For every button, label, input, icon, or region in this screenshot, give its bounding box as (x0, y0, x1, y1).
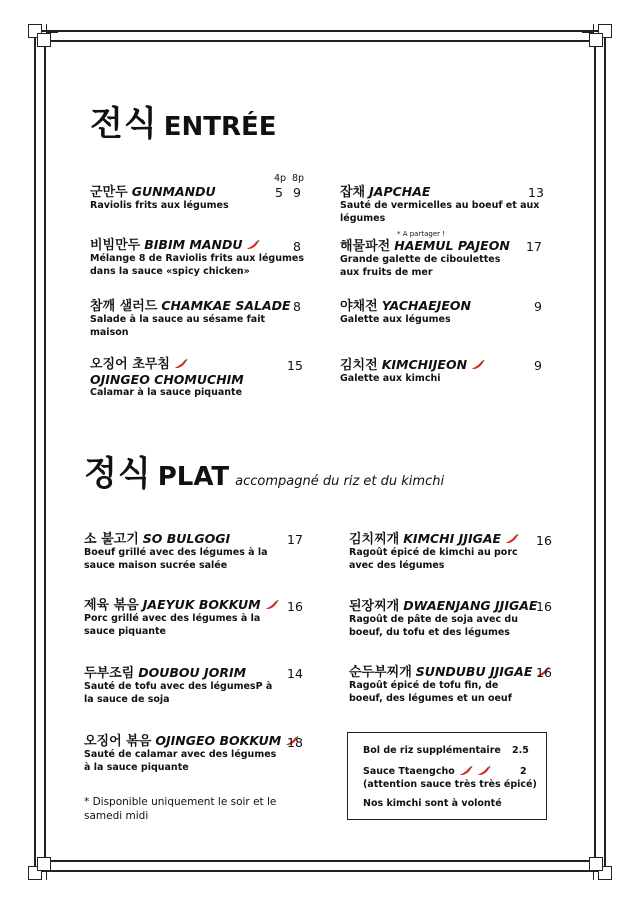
item-description: Salade à la sauce au sésame fait maison (90, 314, 266, 338)
corner-ornament-bottom-right (582, 850, 612, 880)
corner-ornament-top-left (28, 24, 58, 54)
menu-item-doubou-jorim (84, 665, 274, 706)
extra-rice-price: 2.5 (512, 745, 529, 756)
extras-box (347, 732, 547, 820)
extra-sauce-label-row (363, 766, 491, 777)
chili-pepper-icon (264, 600, 279, 611)
item-description: Ragoût épicé de kimchi au porc avec des légumes (349, 547, 518, 571)
item-name-latin: YACHAEJEON (381, 298, 471, 313)
corner-ornament-bottom-left (28, 850, 58, 880)
chili-pepper-icon (504, 534, 519, 545)
item-name-latin: BIBIM MANDU (144, 237, 243, 252)
item-description: Mélange 8 de Raviolis frits aux légumes dans la sauce «spicy chicken» (90, 253, 304, 277)
price: 16 (287, 599, 303, 614)
item-name-latin: SUNDUBU JJIGAE (415, 664, 533, 679)
item-name-korean: 된장찌개 (349, 599, 400, 614)
item-name-korean: 순두부찌개 (349, 665, 412, 680)
header-4p: 4p (274, 173, 287, 184)
item-name-latin: OJINGEO CHOMUCHIM (90, 372, 244, 387)
item-description: Calamar à la sauce piquante (90, 387, 243, 398)
price: 15 (287, 358, 303, 373)
price: 16 (536, 665, 552, 680)
menu-item-kimchijeon (340, 357, 520, 386)
price: 16 (536, 599, 552, 614)
item-name-korean: 해물파전 (340, 239, 391, 254)
extra-rice-label: Bol de riz supplémentaire (363, 745, 501, 756)
item-name-latin: CHAMKAE SALADE (161, 298, 291, 313)
price: 14 (287, 666, 303, 681)
price: 9 (534, 358, 542, 373)
price: 8 (293, 299, 301, 314)
item-name-latin: KIMCHIJEON (381, 357, 468, 372)
item-note: * A partager ! (397, 230, 446, 238)
item-name-korean: 김치전 (340, 358, 378, 373)
item-name-korean: 야채전 (340, 299, 378, 314)
extra-sauce-price: 2 (520, 766, 527, 777)
item-name-korean: 오징어 볶음 (84, 734, 152, 749)
menu-item-gunmandu (90, 184, 290, 213)
item-name-latin: HAEMUL PAJEON (394, 238, 510, 253)
plat-section-title (84, 446, 444, 495)
chili-pepper-icon (245, 240, 260, 251)
item-description: Sauté de vermicelles au boeuf et aux légumes (340, 200, 540, 224)
extra-sauce-note: (attention sauce très très épicé) (363, 779, 537, 790)
menu-item-bibim-mandu (90, 237, 315, 278)
item-name-latin: GUNMANDU (131, 184, 216, 199)
item-name-korean: 군만두 (90, 185, 128, 200)
entree-section-title (90, 96, 277, 145)
extra-sauce-label: Sauce Ttaengcho (363, 766, 455, 777)
price: 18 (287, 735, 303, 750)
entree-title-french: ENTRÉE (163, 112, 277, 142)
item-name-korean: 김치찌개 (349, 532, 400, 547)
item-name-latin: DOUBOU JORIM (138, 665, 247, 680)
item-name-korean: 잡채 (340, 185, 366, 200)
menu-item-jaeyuk-bokkum (84, 597, 284, 638)
menu-item-kimchi-jjigae (349, 531, 539, 572)
item-description: Raviolis frits aux légumes (90, 200, 229, 211)
extra-kimchi-note: Nos kimchi sont à volonté (363, 798, 502, 809)
menu-item-so-bulgogi (84, 531, 284, 572)
item-name-korean: 두부조림 (84, 666, 135, 681)
price: 17 (287, 532, 303, 547)
item-name-korean: 비빔만두 (90, 238, 141, 253)
chili-pepper-icon (458, 766, 473, 777)
price: 17 (526, 239, 542, 254)
corner-ornament-top-right (582, 24, 612, 54)
plat-subtitle: accompagné du riz et du kimchi (235, 474, 445, 489)
item-description: Ragoût de pâte de soja avec du boeuf, du tofu et des légumes (349, 614, 518, 638)
menu-item-chamkae-salade (90, 298, 305, 339)
price-8p: 9 (293, 185, 301, 200)
item-description: Galette aux kimchi (340, 373, 441, 384)
item-name-korean: 참깨 샐러드 (90, 299, 158, 314)
price: 9 (534, 299, 542, 314)
item-name-latin: KIMCHI JJIGAE (403, 531, 502, 546)
price: 8 (293, 239, 301, 254)
item-name-korean: 소 불고기 (84, 532, 139, 547)
menu-item-dwaenjang-jjigae (349, 598, 539, 639)
item-description: Sauté de calamar avec des légumes à la sauce piquante (84, 749, 277, 773)
item-description: Boeuf grillé avec des légumes à la sauce maison sucrée salée (84, 547, 268, 571)
item-description: Galette aux légumes (340, 314, 451, 325)
price: 16 (536, 533, 552, 548)
price-4p: 5 (275, 185, 283, 200)
item-description: Porc grillé avec des légumes à la sauce piquante (84, 613, 261, 637)
item-name-latin: DWAENJANG JJIGAE (403, 598, 538, 613)
menu-item-ojingeo-bokkum (84, 733, 284, 774)
menu-item-sundubu-jjigae (349, 664, 533, 705)
price: 13 (528, 185, 544, 200)
availability-footnote: * Disponible uniquement le soir et le samedi midi (84, 796, 277, 822)
menu-item-yachaejeon (340, 298, 520, 327)
item-name-korean: 오징어 초무침 (90, 357, 170, 372)
chili-pepper-icon (476, 766, 491, 777)
item-name-latin: JAEYUK BOKKUM (142, 597, 261, 612)
plat-title-korean: 정식 (84, 454, 152, 494)
header-8p: 8p (292, 173, 305, 184)
chili-pepper-icon (173, 359, 188, 370)
item-name-latin: JAPCHAE (369, 184, 431, 199)
entree-title-korean: 전식 (90, 104, 158, 144)
item-description: Grande galette de ciboulettes aux fruits de mer (340, 254, 501, 278)
menu-item-haemul-pajeon (340, 238, 520, 279)
item-description: Sauté de tofu avec des légumesP à la sauce de soja (84, 681, 273, 705)
item-name-korean: 제육 볶음 (84, 598, 139, 613)
item-description: Ragoût épicé de tofu fin, de boeuf, des légumes et un oeuf (349, 680, 512, 704)
plat-title-french: PLAT (157, 462, 230, 492)
item-name-latin: SO BULGOGI (142, 531, 231, 546)
menu-item-ojingeo-chomuchim (90, 356, 290, 400)
item-name-latin: OJINGEO BOKKUM (155, 733, 282, 748)
chili-pepper-icon (470, 360, 485, 371)
